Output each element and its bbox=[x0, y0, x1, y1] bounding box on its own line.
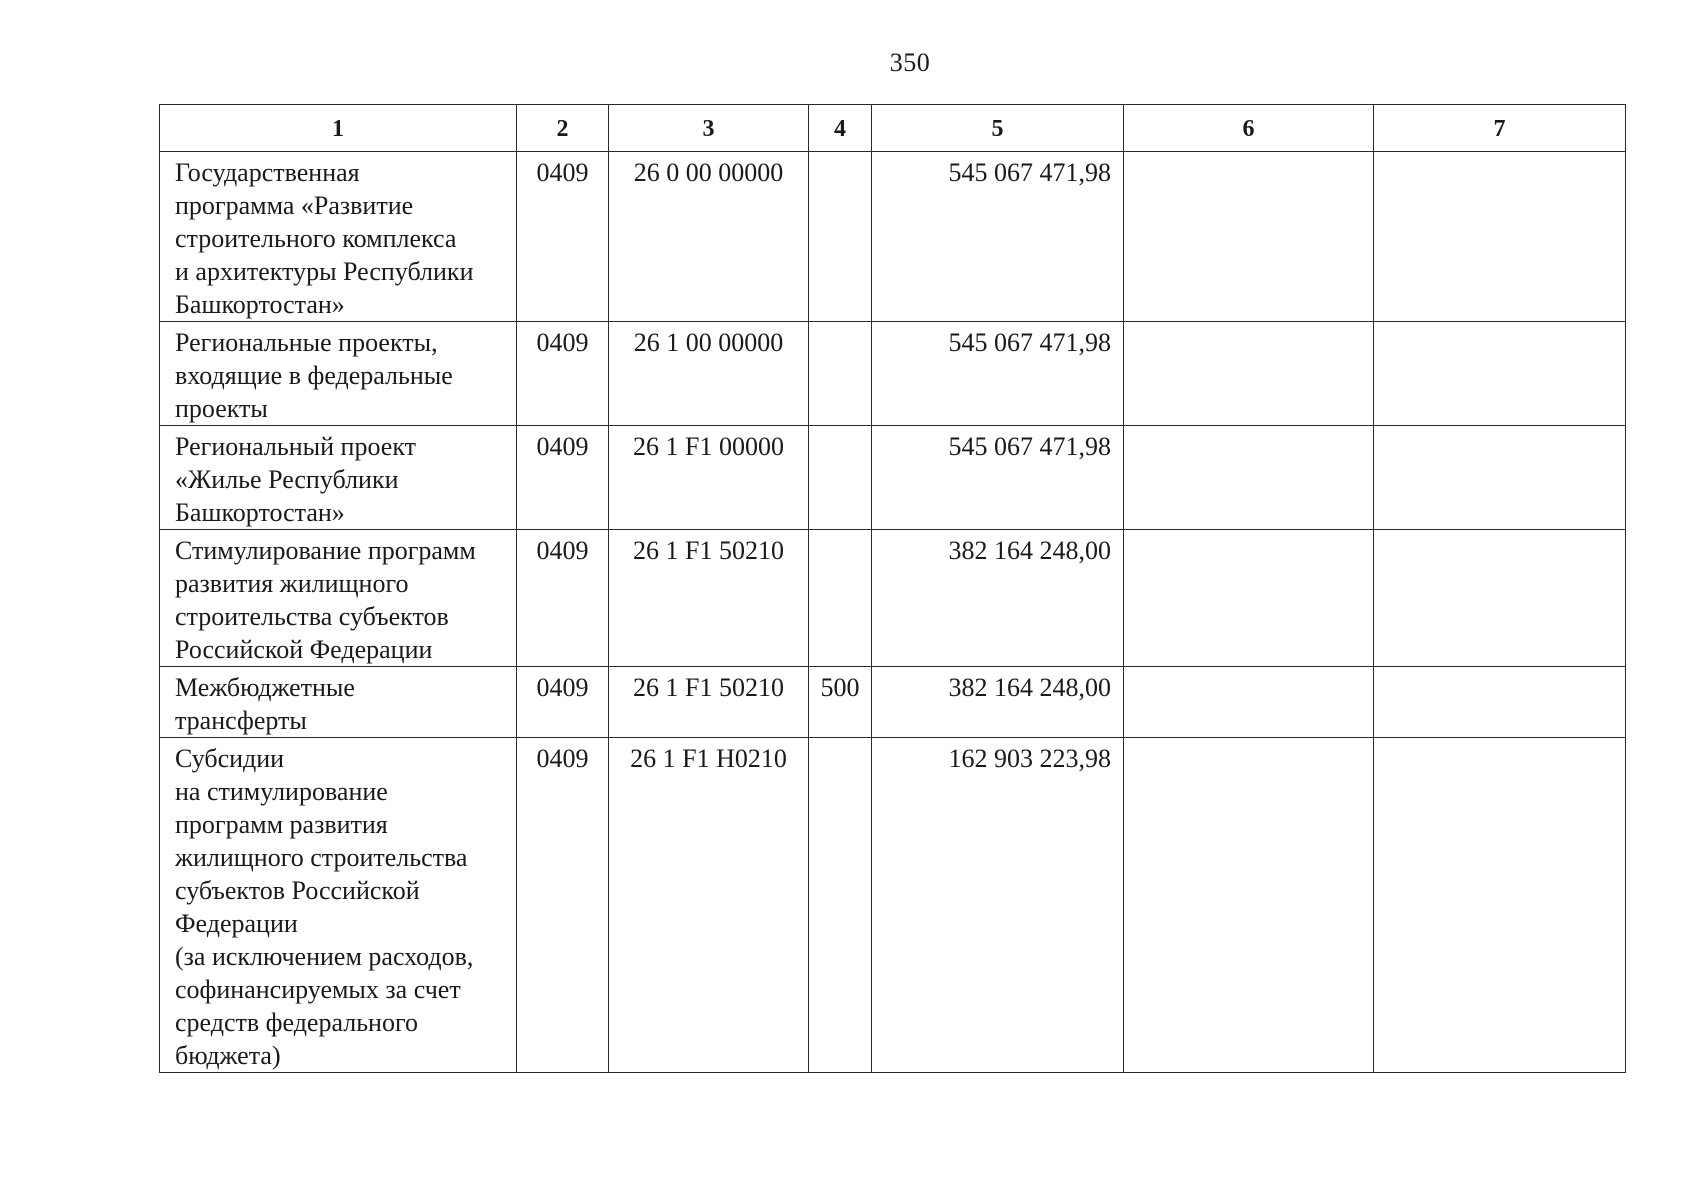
table-row bbox=[160, 667, 1626, 738]
cell-col6 bbox=[1124, 738, 1374, 1073]
table-row bbox=[160, 530, 1626, 667]
cell-name-line: средств федерального bbox=[175, 1008, 418, 1037]
header-col-4: 4 bbox=[809, 105, 872, 152]
cell-col6 bbox=[1124, 322, 1374, 426]
cell-code: 26 1 F1 00000 bbox=[609, 426, 809, 530]
cell-name-line: трансферты bbox=[175, 706, 307, 735]
cell-code: 26 1 F1 50210 bbox=[609, 667, 809, 738]
cell-name-line: входящие в федеральные bbox=[175, 361, 453, 390]
page-number: 350 bbox=[889, 48, 931, 77]
cell-name-line: программ развития bbox=[175, 810, 388, 839]
cell-section: 0409 bbox=[517, 426, 609, 530]
cell-amount: 162 903 223,98 bbox=[872, 738, 1124, 1073]
cell-col6 bbox=[1124, 667, 1374, 738]
cell-name-line: строительства субъектов bbox=[175, 602, 449, 631]
table-row bbox=[160, 322, 1626, 426]
cell-amount: 382 164 248,00 bbox=[872, 530, 1124, 667]
header-row bbox=[160, 105, 1626, 152]
cell-col7 bbox=[1374, 667, 1626, 738]
cell-name-line: софинансируемых за счет bbox=[175, 975, 461, 1004]
cell-section: 0409 bbox=[517, 667, 609, 738]
cell-name bbox=[160, 152, 517, 322]
cell-name-line: Башкортостан» bbox=[175, 498, 345, 527]
table-body bbox=[160, 152, 1626, 1073]
cell-name-line: Региональный проект bbox=[175, 432, 416, 461]
cell-name bbox=[160, 426, 517, 530]
cell-col7 bbox=[1374, 322, 1626, 426]
cell-name bbox=[160, 738, 517, 1073]
cell-expense-type: 500 bbox=[809, 667, 872, 738]
cell-expense-type bbox=[809, 738, 872, 1073]
cell-name-line: Региональные проекты, bbox=[175, 328, 438, 357]
cell-section: 0409 bbox=[517, 530, 609, 667]
cell-code: 26 1 F1 H0210 bbox=[609, 738, 809, 1073]
cell-name-line: на стимулирование bbox=[175, 777, 388, 806]
cell-name-line: «Жилье Республики bbox=[175, 465, 399, 494]
cell-name-line: развития жилищного bbox=[175, 569, 409, 598]
header-col-5: 5 bbox=[872, 105, 1124, 152]
cell-name-line: (за исключением расходов, bbox=[175, 942, 474, 971]
header-col-3: 3 bbox=[609, 105, 809, 152]
cell-code: 26 1 F1 50210 bbox=[609, 530, 809, 667]
budget-table bbox=[159, 104, 1626, 1073]
cell-name-line: строительного комплекса bbox=[175, 224, 457, 253]
cell-name-line: субъектов Российской bbox=[175, 876, 420, 905]
table-row bbox=[160, 152, 1626, 322]
header-col-2: 2 bbox=[517, 105, 609, 152]
cell-col7 bbox=[1374, 738, 1626, 1073]
table-row bbox=[160, 738, 1626, 1073]
cell-section: 0409 bbox=[517, 152, 609, 322]
cell-code: 26 1 00 00000 bbox=[609, 322, 809, 426]
header-col-7: 7 bbox=[1374, 105, 1626, 152]
cell-name-line: Башкортостан» bbox=[175, 290, 345, 319]
cell-col7 bbox=[1374, 152, 1626, 322]
cell-col6 bbox=[1124, 152, 1374, 322]
cell-col7 bbox=[1374, 530, 1626, 667]
header-col-6: 6 bbox=[1124, 105, 1374, 152]
cell-amount: 545 067 471,98 bbox=[872, 322, 1124, 426]
cell-name-line: и архитектуры Республики bbox=[175, 257, 474, 286]
cell-expense-type bbox=[809, 152, 872, 322]
cell-name-line: проекты bbox=[175, 394, 268, 423]
cell-col7 bbox=[1374, 426, 1626, 530]
cell-name-line: Стимулирование программ bbox=[175, 536, 476, 565]
cell-col6 bbox=[1124, 530, 1374, 667]
cell-name bbox=[160, 667, 517, 738]
cell-name-line: бюджета) bbox=[175, 1041, 281, 1070]
cell-col6 bbox=[1124, 426, 1374, 530]
cell-name bbox=[160, 322, 517, 426]
cell-amount: 382 164 248,00 bbox=[872, 667, 1124, 738]
cell-name-line: Федерации bbox=[175, 909, 298, 938]
cell-section: 0409 bbox=[517, 738, 609, 1073]
cell-expense-type bbox=[809, 426, 872, 530]
cell-expense-type bbox=[809, 322, 872, 426]
cell-name-line: программа «Развитие bbox=[175, 191, 414, 220]
cell-name-line: Межбюджетные bbox=[175, 673, 355, 702]
cell-name-line: жилищного строительства bbox=[175, 843, 468, 872]
cell-section: 0409 bbox=[517, 322, 609, 426]
cell-amount: 545 067 471,98 bbox=[872, 426, 1124, 530]
cell-name bbox=[160, 530, 517, 667]
cell-name-line: Субсидии bbox=[175, 744, 285, 773]
header-col-1: 1 bbox=[160, 105, 517, 152]
cell-code: 26 0 00 00000 bbox=[609, 152, 809, 322]
cell-name-line: Российской Федерации bbox=[175, 635, 433, 664]
cell-name-line: Государственная bbox=[175, 158, 360, 187]
cell-amount: 545 067 471,98 bbox=[872, 152, 1124, 322]
table-row bbox=[160, 426, 1626, 530]
table-header bbox=[160, 105, 1626, 152]
cell-expense-type bbox=[809, 530, 872, 667]
